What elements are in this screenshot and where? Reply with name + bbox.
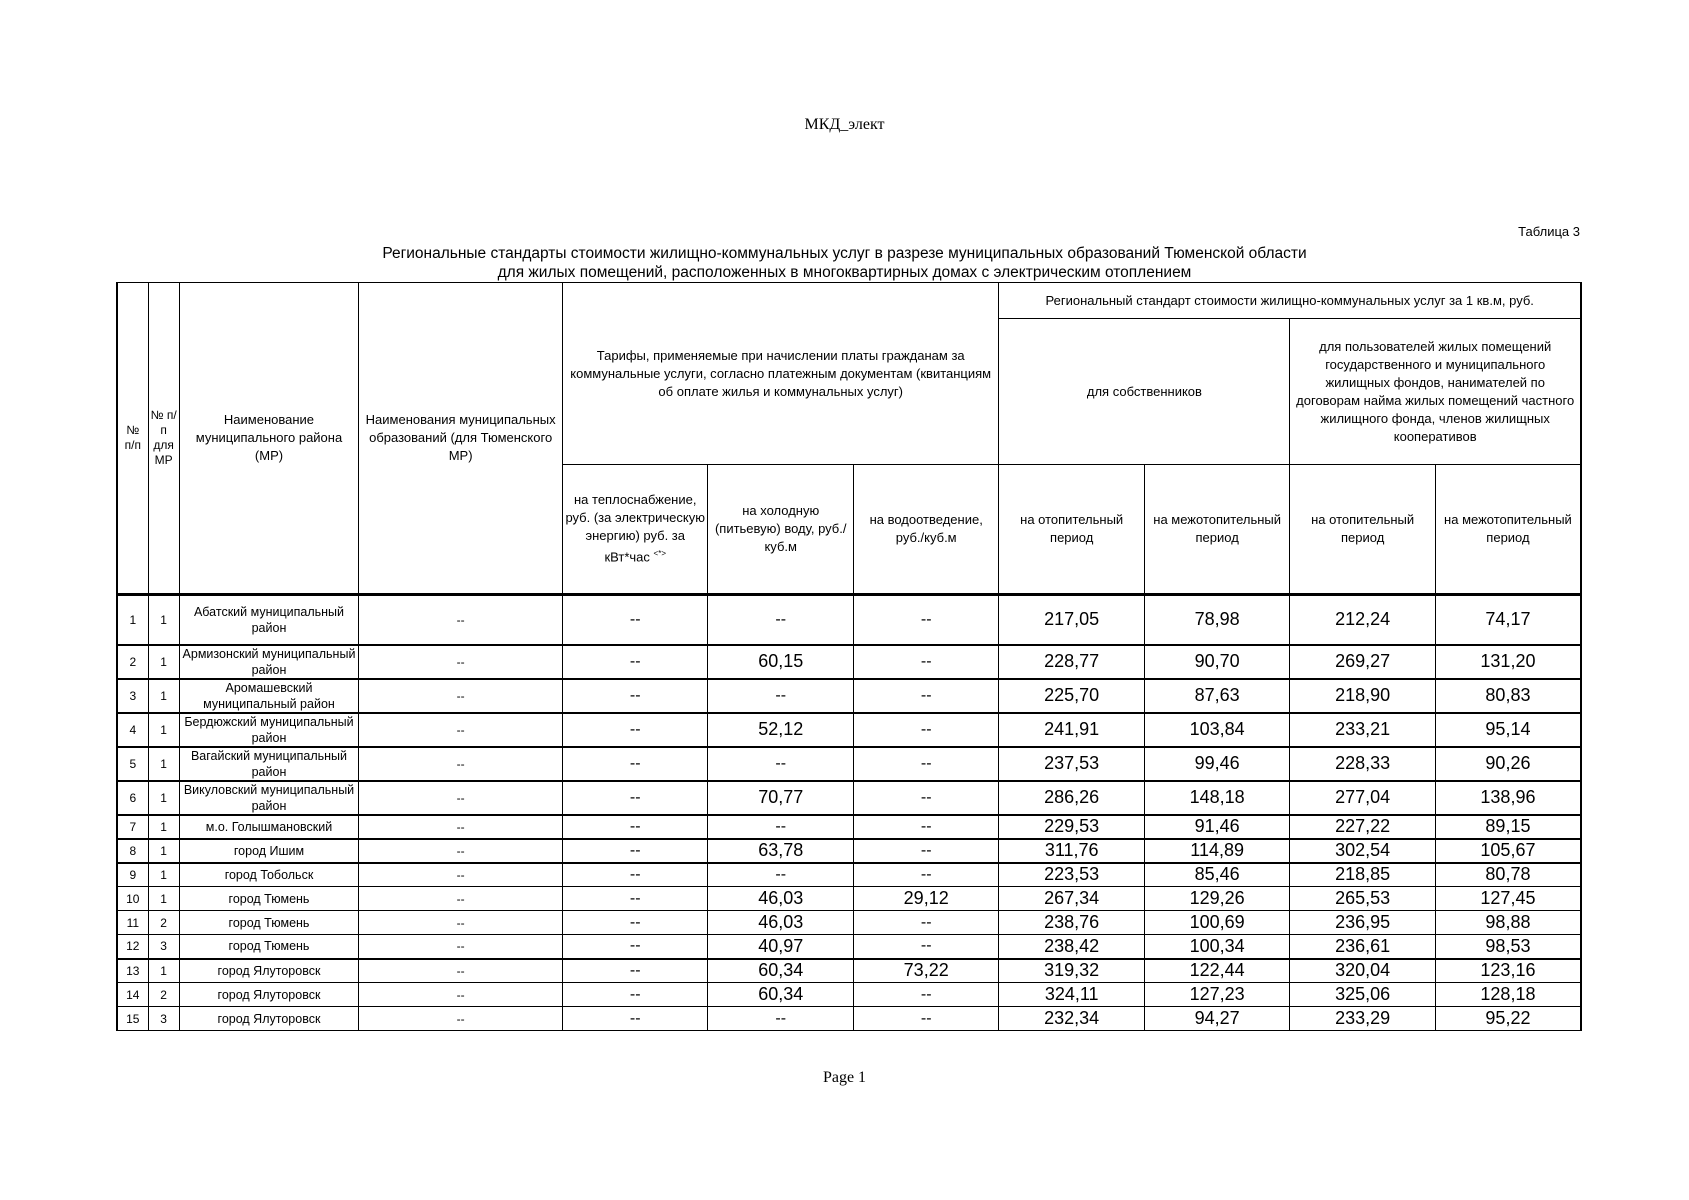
table-row — [117, 747, 1581, 781]
header-tenants-non-heating: на межотопительный период — [1435, 465, 1581, 595]
cell-mr-name: м.о. Голышмановский — [179, 815, 359, 839]
header-standard: Региональный стандарт стоимости жилищно-коммунальных услуг за 1 кв.м, руб. — [999, 283, 1581, 319]
cell-tenants-heating: 233,29 — [1290, 1007, 1435, 1031]
cell-num-mr: 1 — [148, 595, 179, 645]
cell-num: 7 — [117, 815, 148, 839]
cell-tenants-non-heating: 127,45 — [1435, 887, 1581, 911]
cell-heat: -- — [562, 713, 707, 747]
cell-heat: -- — [562, 1007, 707, 1031]
cell-tenants-heating: 212,24 — [1290, 595, 1435, 645]
cell-tenants-heating: 269,27 — [1290, 645, 1435, 679]
cell-drainage: -- — [853, 935, 998, 959]
cell-tenants-non-heating: 98,53 — [1435, 935, 1581, 959]
cell-owners-non-heating: 99,46 — [1144, 747, 1289, 781]
cell-heat: -- — [562, 911, 707, 935]
cell-tenants-heating: 218,85 — [1290, 863, 1435, 887]
cell-owners-non-heating: 78,98 — [1144, 595, 1289, 645]
cell-owners-heating: 238,76 — [999, 911, 1144, 935]
cell-tenants-heating: 228,33 — [1290, 747, 1435, 781]
cell-tenants-heating: 320,04 — [1290, 959, 1435, 983]
standards-table — [116, 282, 1582, 1031]
cell-tenants-non-heating: 128,18 — [1435, 983, 1581, 1007]
cell-mr-name: город Тюмень — [179, 887, 359, 911]
cell-owners-heating: 324,11 — [999, 983, 1144, 1007]
cell-tenants-heating: 236,95 — [1290, 911, 1435, 935]
cell-drainage: -- — [853, 595, 998, 645]
cell-mo-name: -- — [359, 959, 563, 983]
cell-tenants-non-heating: 80,83 — [1435, 679, 1581, 713]
table-row — [117, 959, 1581, 983]
cell-cold-water: 52,12 — [708, 713, 853, 747]
cell-cold-water: -- — [708, 1007, 853, 1031]
cell-heat: -- — [562, 679, 707, 713]
cell-drainage: -- — [853, 839, 998, 863]
cell-mo-name: -- — [359, 983, 563, 1007]
cell-tenants-non-heating: 98,88 — [1435, 911, 1581, 935]
header-tenants-heating: на отопительный период — [1290, 465, 1435, 595]
cell-num: 13 — [117, 959, 148, 983]
cell-mr-name: город Ишим — [179, 839, 359, 863]
cell-mr-name: Вагайский муниципальный район — [179, 747, 359, 781]
header-heat-label: на теплоснабжение, руб. (за электрическую энергию) руб. за кВт*час — [565, 492, 705, 565]
cell-cold-water: 70,77 — [708, 781, 853, 815]
cell-num-mr: 3 — [148, 1007, 179, 1031]
cell-drainage: -- — [853, 679, 998, 713]
header-tenants: для пользователей жилых помещений государственного и муниципального жилищных фондов, нанимателей по договорам найма жилых помещений частного жилищного фонда, членов жилищных кооперативов — [1290, 319, 1581, 465]
cell-owners-heating: 232,34 — [999, 1007, 1144, 1031]
table-row — [117, 935, 1581, 959]
cell-tenants-non-heating: 95,22 — [1435, 1007, 1581, 1031]
header-heat — [562, 465, 707, 595]
cell-drainage: -- — [853, 713, 998, 747]
cell-num-mr: 1 — [148, 713, 179, 747]
cell-tenants-non-heating: 80,78 — [1435, 863, 1581, 887]
cell-mr-name: город Ялуторовск — [179, 959, 359, 983]
cell-cold-water: 60,15 — [708, 645, 853, 679]
cell-num-mr: 2 — [148, 983, 179, 1007]
cell-num-mr: 2 — [148, 911, 179, 935]
title-line-2: для жилых помещений, расположенных в многоквартирных домах с электрическим отоплением — [497, 264, 1192, 281]
cell-tenants-non-heating: 90,26 — [1435, 747, 1581, 781]
cell-owners-heating: 229,53 — [999, 815, 1144, 839]
cell-mo-name: -- — [359, 679, 563, 713]
header-mo-name: Наименования муниципальных образований (для Тюменского МР) — [359, 283, 563, 595]
cell-num: 1 — [117, 595, 148, 645]
cell-drainage: -- — [853, 1007, 998, 1031]
page-footer: Page 1 — [822, 1069, 867, 1086]
cell-mo-name: -- — [359, 747, 563, 781]
cell-num: 2 — [117, 645, 148, 679]
cell-tenants-heating: 233,21 — [1290, 713, 1435, 747]
cell-num: 11 — [117, 911, 148, 935]
header-cold-water: на холодную (питьевую) воду, руб./куб.м — [708, 465, 853, 595]
cell-mo-name: -- — [359, 863, 563, 887]
header-mr-name: Наименование муниципального района (МР) — [179, 283, 359, 595]
cell-tenants-heating: 265,53 — [1290, 887, 1435, 911]
table-row — [117, 863, 1581, 887]
cell-heat: -- — [562, 983, 707, 1007]
cell-num: 8 — [117, 839, 148, 863]
cell-mo-name: -- — [359, 911, 563, 935]
cell-heat: -- — [562, 839, 707, 863]
cell-mo-name: -- — [359, 713, 563, 747]
header-heat-footnote-mark: <*> — [653, 549, 666, 559]
cell-num: 9 — [117, 863, 148, 887]
cell-num: 15 — [117, 1007, 148, 1031]
cell-num: 5 — [117, 747, 148, 781]
cell-num: 12 — [117, 935, 148, 959]
cell-drainage: -- — [853, 781, 998, 815]
header-owners: для собственников — [999, 319, 1290, 465]
cell-owners-non-heating: 114,89 — [1144, 839, 1289, 863]
cell-num-mr: 1 — [148, 863, 179, 887]
table-row — [117, 679, 1581, 713]
cell-owners-heating: 238,42 — [999, 935, 1144, 959]
cell-owners-non-heating: 103,84 — [1144, 713, 1289, 747]
table-row — [117, 781, 1581, 815]
table-row — [117, 645, 1581, 679]
cell-owners-non-heating: 100,69 — [1144, 911, 1289, 935]
cell-num-mr: 1 — [148, 645, 179, 679]
cell-owners-heating: 286,26 — [999, 781, 1144, 815]
header-tariffs: Тарифы, применяемые при начислении платы гражданам за коммунальные услуги, согласно платежным документам (квитанциям об оплате жилья и коммунальных услуг) — [562, 283, 998, 465]
cell-mr-name: город Тобольск — [179, 863, 359, 887]
cell-heat: -- — [562, 781, 707, 815]
table-row — [117, 911, 1581, 935]
cell-num: 4 — [117, 713, 148, 747]
cell-owners-non-heating: 90,70 — [1144, 645, 1289, 679]
cell-owners-heating: 311,76 — [999, 839, 1144, 863]
cell-drainage: -- — [853, 863, 998, 887]
cell-mo-name: -- — [359, 935, 563, 959]
table-row — [117, 839, 1581, 863]
cell-mr-name: Армизонский муниципальный район — [179, 645, 359, 679]
header-drainage: на водоотведение, руб./куб.м — [853, 465, 998, 595]
cell-tenants-non-heating: 105,67 — [1435, 839, 1581, 863]
cell-heat: -- — [562, 595, 707, 645]
cell-mr-name: Викуловский муниципальный район — [179, 781, 359, 815]
table-row — [117, 595, 1581, 645]
cell-owners-non-heating: 129,26 — [1144, 887, 1289, 911]
cell-heat: -- — [562, 935, 707, 959]
table-row — [117, 983, 1581, 1007]
cell-num-mr: 1 — [148, 679, 179, 713]
cell-owners-heating: 223,53 — [999, 863, 1144, 887]
cell-owners-non-heating: 87,63 — [1144, 679, 1289, 713]
cell-heat: -- — [562, 863, 707, 887]
cell-owners-heating: 228,77 — [999, 645, 1144, 679]
cell-owners-non-heating: 122,44 — [1144, 959, 1289, 983]
cell-tenants-non-heating: 95,14 — [1435, 713, 1581, 747]
table-header — [117, 283, 1581, 595]
table-body — [117, 595, 1581, 1031]
cell-heat: -- — [562, 645, 707, 679]
cell-owners-non-heating: 127,23 — [1144, 983, 1289, 1007]
cell-owners-non-heating: 148,18 — [1144, 781, 1289, 815]
cell-cold-water: -- — [708, 679, 853, 713]
cell-tenants-non-heating: 123,16 — [1435, 959, 1581, 983]
cell-drainage: -- — [853, 983, 998, 1007]
cell-drainage: 73,22 — [853, 959, 998, 983]
cell-heat: -- — [562, 887, 707, 911]
cell-heat: -- — [562, 747, 707, 781]
cell-owners-heating: 237,53 — [999, 747, 1144, 781]
cell-heat: -- — [562, 815, 707, 839]
table-row — [117, 1007, 1581, 1031]
cell-mr-name: город Ялуторовск — [179, 983, 359, 1007]
cell-cold-water: 60,34 — [708, 983, 853, 1007]
cell-num: 14 — [117, 983, 148, 1007]
cell-tenants-heating: 227,22 — [1290, 815, 1435, 839]
table-row — [117, 815, 1581, 839]
cell-cold-water: -- — [708, 595, 853, 645]
header-owners-non-heating: на межотопительный период — [1144, 465, 1289, 595]
cell-num-mr: 3 — [148, 935, 179, 959]
cell-mo-name: -- — [359, 815, 563, 839]
cell-cold-water: -- — [708, 863, 853, 887]
cell-owners-non-heating: 85,46 — [1144, 863, 1289, 887]
cell-cold-water: 40,97 — [708, 935, 853, 959]
cell-num-mr: 1 — [148, 959, 179, 983]
table-title — [0, 244, 1689, 282]
header-num-mr: № п/п для МР — [148, 283, 179, 595]
cell-tenants-non-heating: 74,17 — [1435, 595, 1581, 645]
cell-drainage: -- — [853, 645, 998, 679]
cell-cold-water: 63,78 — [708, 839, 853, 863]
cell-cold-water: -- — [708, 747, 853, 781]
cell-drainage: -- — [853, 747, 998, 781]
header-owners-heating: на отопительный период — [999, 465, 1144, 595]
cell-mo-name: -- — [359, 1007, 563, 1031]
cell-tenants-non-heating: 89,15 — [1435, 815, 1581, 839]
cell-tenants-heating: 218,90 — [1290, 679, 1435, 713]
cell-mr-name: Абатский муниципальный район — [179, 595, 359, 645]
cell-tenants-heating: 302,54 — [1290, 839, 1435, 863]
cell-num-mr: 1 — [148, 781, 179, 815]
cell-mo-name: -- — [359, 781, 563, 815]
cell-num-mr: 1 — [148, 747, 179, 781]
cell-cold-water: -- — [708, 815, 853, 839]
cell-owners-non-heating: 100,34 — [1144, 935, 1289, 959]
cell-mr-name: город Тюмень — [179, 935, 359, 959]
cell-tenants-heating: 236,61 — [1290, 935, 1435, 959]
cell-drainage: 29,12 — [853, 887, 998, 911]
cell-mr-name: Бердюжский муниципальный район — [179, 713, 359, 747]
cell-owners-heating: 217,05 — [999, 595, 1144, 645]
cell-owners-heating: 225,70 — [999, 679, 1144, 713]
cell-mr-name: город Ялуторовск — [179, 1007, 359, 1031]
cell-mo-name: -- — [359, 595, 563, 645]
cell-num-mr: 1 — [148, 815, 179, 839]
table-row — [117, 887, 1581, 911]
table-number: Таблица 3 — [1518, 224, 1580, 239]
cell-num-mr: 1 — [148, 887, 179, 911]
cell-cold-water: 60,34 — [708, 959, 853, 983]
cell-num: 3 — [117, 679, 148, 713]
title-line-1: Региональные стандарты стоимости жилищно-коммунальных услуг в разрезе муниципальных образований Тюменской области — [382, 245, 1307, 262]
cell-mo-name: -- — [359, 887, 563, 911]
document-header: МКД_элект — [804, 116, 885, 133]
cell-drainage: -- — [853, 815, 998, 839]
cell-tenants-heating: 325,06 — [1290, 983, 1435, 1007]
cell-mr-name: город Тюмень — [179, 911, 359, 935]
cell-owners-heating: 319,32 — [999, 959, 1144, 983]
cell-num: 6 — [117, 781, 148, 815]
cell-mo-name: -- — [359, 645, 563, 679]
cell-mr-name: Аромашевский муниципальный район — [179, 679, 359, 713]
cell-cold-water: 46,03 — [708, 887, 853, 911]
cell-num: 10 — [117, 887, 148, 911]
cell-owners-non-heating: 91,46 — [1144, 815, 1289, 839]
cell-owners-non-heating: 94,27 — [1144, 1007, 1289, 1031]
cell-tenants-non-heating: 131,20 — [1435, 645, 1581, 679]
cell-tenants-heating: 277,04 — [1290, 781, 1435, 815]
cell-owners-heating: 241,91 — [999, 713, 1144, 747]
cell-tenants-non-heating: 138,96 — [1435, 781, 1581, 815]
cell-owners-heating: 267,34 — [999, 887, 1144, 911]
cell-num-mr: 1 — [148, 839, 179, 863]
cell-heat: -- — [562, 959, 707, 983]
cell-mo-name: -- — [359, 839, 563, 863]
cell-drainage: -- — [853, 911, 998, 935]
cell-cold-water: 46,03 — [708, 911, 853, 935]
table-row — [117, 713, 1581, 747]
header-num: № п/п — [117, 283, 148, 595]
